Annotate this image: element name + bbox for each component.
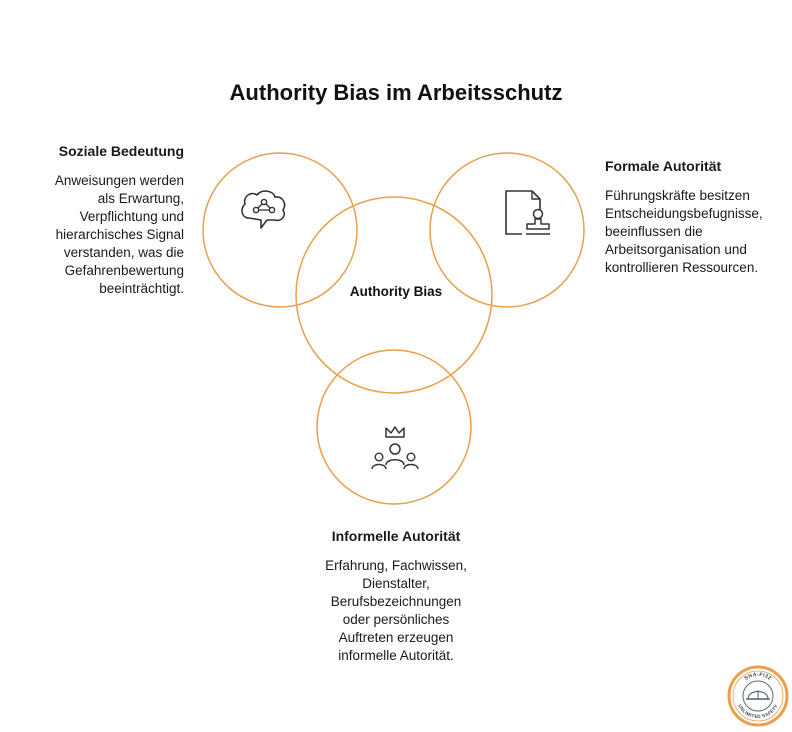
section-formal-body: Führungskräfte besitzen Entscheidungsbefugnisse, beeinflussen die Arbeitsorganisation und kontrollieren Ressourcen. (605, 188, 763, 275)
section-informal-body: Erfahrung, Fachwissen, Dienstalter, Berufsbezeichnungen oder persönliches Auftreten erzeugen informelle Autorität. (325, 558, 467, 663)
section-formal (605, 157, 785, 277)
center-label: Authority Bias (349, 284, 443, 299)
document-stamp-icon (502, 188, 558, 238)
badge-top-text: SHA-FI32 (743, 671, 773, 682)
section-informal (296, 527, 496, 665)
badge-bottom-text: UNLIMITED SAFETY (737, 703, 779, 720)
section-formal-heading: Formale Autorität (605, 158, 722, 174)
section-social-body: Anweisungen werden als Erwartung, Verpflichtung und hierarchisches Signal verstanden, was die Gefahrenbewertung beeinträchtigt. (54, 173, 184, 296)
unlimited-safety-badge-logo (727, 665, 789, 727)
page-title: Authority Bias im Arbeitsschutz (229, 80, 563, 105)
section-social-heading: Soziale Bedeutung (58, 143, 184, 159)
crowned-leader-group-icon (371, 425, 419, 471)
chat-bubble-network-icon (239, 188, 289, 234)
section-informal-heading: Informelle Autorität (331, 528, 461, 544)
section-social (30, 142, 184, 298)
